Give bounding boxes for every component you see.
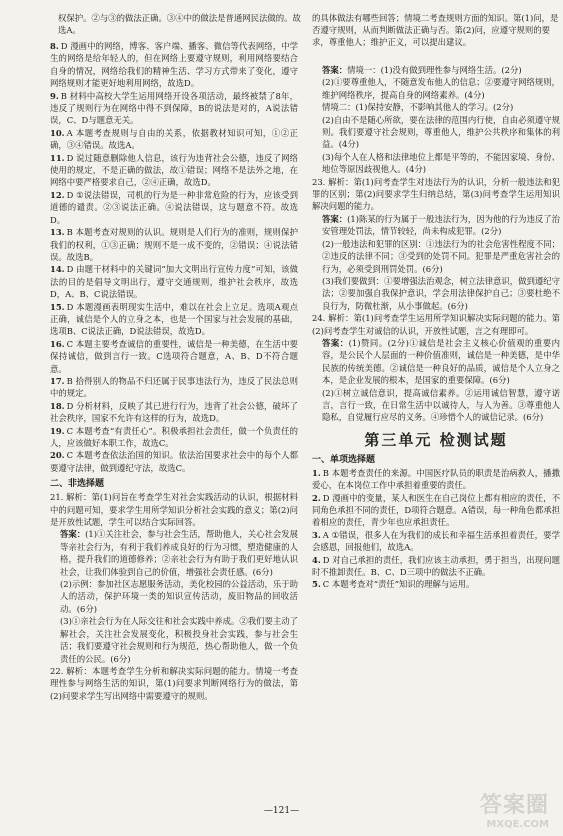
q21-answer: [50, 528, 298, 578]
item-number: 18.: [50, 400, 65, 411]
answer-item: [312, 529, 560, 554]
answer-item: [50, 425, 298, 450]
q21-answer-text: (1)①关注社会，参与社会生活，帮助他人，关心社会发展等亲社会行为，有利于我们养成良好的行为习惯，塑造健康的人格，提升我们的道德修养；②亲社会行为有助于我们更好地认识社会，让我们体验到自己的价值，增强社会责任感。(6分): [60, 529, 298, 577]
item-text: D 说过随意删除他人信息，该行为违背社会公德，违反了网络使用的规定，不是正确的做法，故①错误；网络不是法外之地，在网络中要严格要求自己，②④正确，故选D。: [50, 152, 298, 188]
q24-analysis: 24. 解析：第(1)问考查学生运用所学知识解决实际问题的能力。第(2)问考查学生对诚信的认识，开放性试题，言之有理即可。: [312, 313, 560, 336]
answer-item: [50, 152, 298, 189]
site-watermark: [480, 788, 549, 830]
item-text: D 漫画中的网络，博客、客户端、播客、微信等代表网络，中学生的网络是给年轻人的，但在网络上要遵守规则，利用网络要结合自身的情况，网络给我们的精神生活、学习方式带来了变化，遵守网络规则才能更好地利用网络，故选D。: [50, 41, 298, 89]
item-text: A ①错误，很多人在为我们的成长和幸福生活承担着责任，要学会感恩，回报他们，故选A。: [312, 529, 560, 553]
q22-answer-block: [312, 64, 560, 176]
item-number: 10.: [50, 127, 65, 138]
answer-item: [50, 226, 298, 263]
item-number: 9.: [50, 90, 59, 101]
mc-section-heading: 一、单项选择题: [312, 454, 376, 465]
q23-answer: [312, 213, 560, 238]
answer-text: (2)①要尊重他人，不随意发布他人的信息；②要遵守网络规则，维护网络秩序，提高自身的网络素养。(4分): [322, 77, 560, 100]
mc-answer-list: [50, 40, 298, 474]
answer-item: [50, 263, 298, 300]
answer-item: [50, 301, 298, 338]
watermark-url: MXQE.COM: [486, 819, 549, 830]
item-number: 1.: [312, 467, 321, 478]
item-number: 14.: [50, 264, 65, 275]
item-text: D 本题漫画表明现实生活中，难以在社会上立足。选项A观点正确，诚信是个人的立身之本，也是一个国家与社会发展的基础，选项B、C说法正确，D说法错误，故选D。: [50, 301, 298, 337]
answer-item: [50, 338, 298, 375]
answer-item: [312, 492, 560, 529]
q23-answer-text: (1)陈某的行为属于一般违法行为，因为他的行为违反了治安管理处罚法，情节较轻，尚未构成犯罪。(2分): [322, 213, 560, 237]
item-number: 8.: [50, 41, 59, 51]
watermark-logo-text: 答案圈: [479, 793, 549, 818]
item-text: B 本题考查对规则的认识。规则是人们行为的准则，规则保护我们的权利，①③正确；规则不是一成不变的，②错误；④说法错误。故选B。: [50, 227, 298, 262]
answer-item: [312, 467, 560, 492]
q21-answer-3: (3)①亲社会行为在人际交往和社会实践中养成。②我们要主动了解社会，关注社会发展变化，积极投身社会实践，参与社会生活；我们要遵守社会规则和行为规范，热心帮助他人，做一个负责任的公民。(6分): [60, 616, 298, 664]
q22-answer-part: [312, 151, 560, 176]
left-column-top-tail: 权保护。②与③的做法正确。③④中的做法是普通网民法做的。故选A。: [58, 13, 301, 35]
q22-analysis: 22. 解析：本题考查学生分析和解决实际问题的能力。情境一考查理性参与网络生活的知识，第(1)问要求判断网络行为的做法，第(2)问要求学生写出网络中需要遵守的规则。: [50, 665, 298, 701]
q24-answer-2: (2)①树立诚信意识，提高诚信素养。②运用诚信智慧，遵守诺言，言行一致，在日常生活中以诚待人，与人为善。③尊重他人隐私，自觉履行应尽的义务。④珍惜个人的诚信记录。(6分): [322, 387, 560, 423]
item-number: 3.: [312, 529, 321, 540]
item-number: 15.: [50, 301, 65, 312]
q22-answer-part: [312, 114, 560, 151]
item-number: 4.: [312, 554, 321, 565]
answer-label: 答案：: [322, 213, 348, 224]
item-text: C 本题考查对“责任”知识的理解与运用。: [322, 579, 475, 590]
unit3-mc-answer-list: [312, 467, 560, 591]
item-number: 16.: [50, 338, 65, 349]
q22-answer-part: [312, 64, 560, 76]
answer-item: [312, 578, 560, 590]
item-text: D 漫画中的变量，某人和医生在自己岗位上都有相应的责任，不同角色承担不同的责任，D项符合题意。A错误，每一种角色都承担着相应的责任，青少年也应承担责任。: [312, 492, 560, 528]
item-text: C 本题考查依法治国的知识。依法治国要求社会中的每个人都要遵守法律，做到遵纪守法，故选C。: [50, 450, 298, 473]
answer-item: [50, 449, 298, 474]
answer-item: [50, 375, 298, 400]
item-number: 11.: [50, 152, 65, 163]
answer-text: 情境一：(1)没有做到理性参与网络生活。(2分): [347, 65, 522, 75]
q22-answer-part: [312, 76, 560, 101]
q23-answer-2: (2)一般违法和犯罪的区别：①违法行为的社会危害性程度不同；②违反的法律不同；③受到的处罚不同。犯罪是严重危害社会的行为，必须受到刑罚处罚。(6分): [322, 238, 560, 274]
right-column: [312, 64, 560, 591]
item-number: 19.: [50, 425, 65, 436]
item-number: 20.: [50, 450, 65, 461]
item-text: A 本题考查规则与自由的关系，依据教材知识可知，①②正确，③④错误。故选A。: [50, 127, 298, 151]
q22-answer-part: [312, 101, 560, 113]
answer-item: [312, 554, 560, 579]
unit-title: 第三单元 检测试题: [364, 430, 508, 449]
q21-analysis: 21. 解析：第(1)问旨在考查学生对社会实践活动的认识，根据材料中的问题可知，要求学生用所学知识分析社会实践的意义；第(2)问是开放性试题，学生可以结合实际回答。: [50, 492, 298, 528]
q23-analysis: 23. 解析：第(1)问考查学生对违法行为的认识，分析一般违法和犯罪的区别；第(2)问要求学生归纳总结，第(3)问考查学生运用知识解决问题的能力。: [312, 176, 560, 212]
item-text: D 分析材料，反映了其已进行行为，违背了社会公德，破坏了社会秩序，国家不允许有这样的行为，故选D。: [50, 400, 298, 424]
answer-text: (3)每个人在人格和法律地位上都是平等的，不能因家境、身份、地位等原因歧视他人。(4分): [322, 151, 560, 175]
item-text: B 本题考查责任的来源。中国医疗队员的职责是治病救人，播撒爱心，在本岗位工作中承担着重要的责任。: [312, 467, 560, 491]
q23-answer-3: (3)我们要做到：①要增强法治观念，树立法律意识，做到遵纪守法；②要加强自我保护意识，学会用法律保护自己；③要杜绝不良行为，防微杜渐，从小事做起。(6分): [322, 275, 560, 311]
answer-item: [50, 400, 298, 425]
item-text: C 本题考查“有责任心”。积极承担社会责任，做一个负责任的人，应该做好本职工作，故选C。: [50, 425, 298, 448]
item-number: 12.: [50, 189, 65, 200]
right-column-top-tail: 的具体做法有哪些回答；情境二考查规则方面的知识。第(1)问，是否遵守规则，从而判断做法正确与否。第(2)问，应遵守规则的要求，尊重他人；维护正义，可以提出建议。: [312, 13, 559, 47]
answer-label: 答案：: [322, 337, 349, 348]
item-number: 2.: [312, 492, 321, 503]
answer-item: [50, 40, 298, 90]
answer-item: [50, 127, 298, 152]
item-text: B 拾得别人的物品不归还属于民事违法行为，违反了民法总则中的规定。: [50, 375, 298, 399]
q21-answer-2: (2)示例：参加社区志愿服务活动，美化校园的公益活动，乐于助人的活动，保护环境一类的知识宣传活动，废旧物品的回收活动。(6分): [60, 579, 298, 614]
item-text: D 由题干材料中的关键词“加大文明出行宣传力度”可知，该做法的目的是倡导文明出行，遵守交通规则，维护社会秩序，故选D，A、B、C说法错误。: [50, 264, 298, 300]
answer-text: (2)自由不是随心所欲，要在法律的范围内行使，自由必须遵守规则。我们要遵守社会规则，尊重他人，维护公共秩序和集体的利益。(4分): [322, 114, 560, 150]
q24-answer: [312, 337, 560, 387]
non-choice-section-heading: 二、非选择题: [50, 479, 105, 490]
left-column: [50, 40, 298, 702]
answer-text: 情境二：(1)保持安静，不影响其他人的学习。(2分): [322, 102, 514, 113]
answer-label: 答案：: [60, 529, 86, 540]
page-number: —121—: [263, 806, 300, 816]
item-text: D 对自己承担的责任，我们应该主动承担，勇于担当，出现问题时不推卸责任。B、C、D三项中的做法不正确。: [312, 554, 560, 578]
item-text: B 材料中高校大学生运用网络开设各项活动，最终被禁了8年，违反了规则行为在网络中得不到保障，B的说法是对的，A说法错误，C、D与题意无关。: [50, 90, 298, 126]
q24-answer-text: (1)赞同。(2分)①诚信是社会主义核心价值观的重要内容，是公民个人层面的一种价值准则，诚信是一种美德，是中华民族的传统美德。②诚信是一种良好的品质，诚信是个人立身之本，是企业发展的根本，是国家的重要保障。(6分): [322, 337, 560, 386]
item-number: 5.: [312, 579, 321, 590]
answer-label: 答案：: [322, 65, 348, 75]
item-number: 17.: [50, 375, 65, 386]
answer-item: [50, 90, 298, 127]
item-text: D ①说法错误，司机的行为是一种非常危险的行为，应该受到道德的谴责。②③说法正确。④说法错误，这与题意不符。故选D。: [50, 189, 298, 225]
item-text: C 本题主要考查诚信的重要性，诚信是一种美德，在生活中要保持诚信，做到言行一致。C选项符合题意，A、B、D不符合题意。: [50, 338, 298, 374]
answer-item: [50, 189, 298, 226]
item-number: 13.: [50, 227, 65, 238]
